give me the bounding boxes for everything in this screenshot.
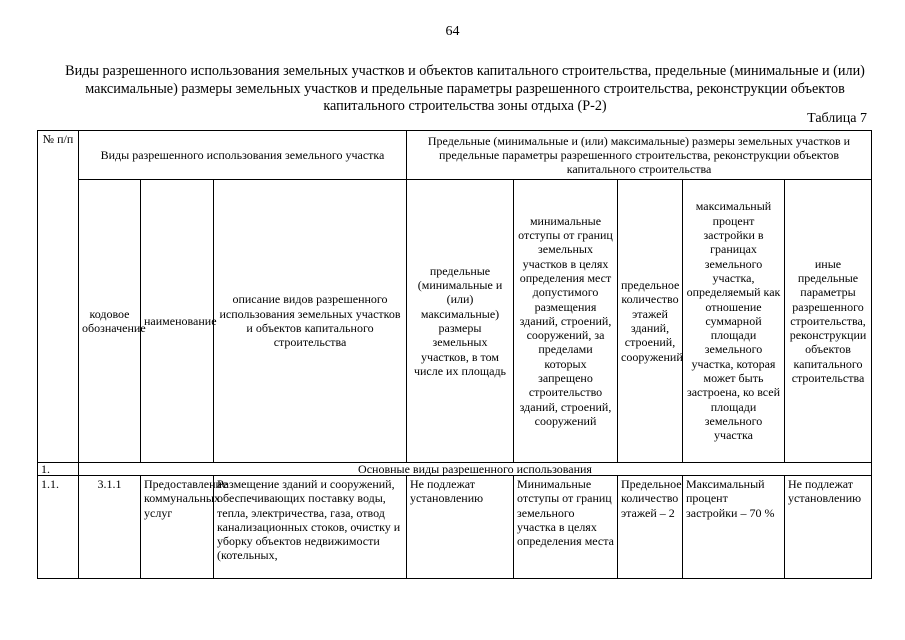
row-floors: Предельное количество этажей – 2 [618, 476, 683, 579]
row-name: Предоставление коммунальных услуг [141, 476, 214, 579]
table-label: Таблица 7 [807, 111, 867, 126]
section-num: 1. [38, 463, 79, 476]
section-row [38, 463, 872, 476]
header-setbacks: минимальные отступы от границ земельных участков в целях определения мест допустимого размещения зданий, строений, сооружений, за пределами которых запрещено строительство зданий, строений, сооружений [514, 180, 618, 463]
header-description: описание видов разрешенного использования земельных участков и объектов капитального строительства [214, 180, 407, 463]
header-floors: предельное количество этажей зданий, строений, сооружений [618, 180, 683, 463]
document-title: Виды разрешенного использования земельных участков и объектов капитального строительства, предельные (минимальные и (или) максимальные) размеры земельных участков и предельные параметры разрешенного строительства, реконструкции объектов капитального строительства зоны отдыха (Р-2) [65, 63, 865, 114]
zoning-table [37, 130, 872, 579]
header-plot-size: предельные (минимальные и (или) максимальные) размеры земельных участков, в том числе их площадь [407, 180, 514, 463]
header-limits-group: Предельные (минимальные и (или) максимальные) размеры земельных участков и предельные параметры разрешенного строительства, реконструкции объектов капитального строительства [407, 131, 872, 180]
table-row [38, 476, 872, 579]
row-plot-size: Не подлежат установлению [407, 476, 514, 579]
page-number: 64 [445, 24, 460, 39]
row-coverage: Максимальный процент застройки – 70 % [683, 476, 785, 579]
row-setbacks: Минимальные отступы от границ земельного участка в целях определения места [514, 476, 618, 579]
header-coverage: максимальный процент застройки в границах земельного участка, определяемый как отношение суммарной площади земельного участка, которая может быть застроена, ко всей площади земельного участка [683, 180, 785, 463]
header-other: иные предельные параметры разрешенного строительства, реконструкции объектов капитального строительства [785, 180, 872, 463]
header-code: кодовое обозначение [79, 180, 141, 463]
row-code: 3.1.1 [79, 476, 141, 579]
section-label: Основные виды разрешенного использования [79, 463, 872, 476]
row-num: 1.1. [38, 476, 79, 579]
header-name: наименование [141, 180, 214, 463]
row-other: Не подлежат установлению [785, 476, 872, 579]
row-description: Размещение зданий и сооружений, обеспечивающих поставку воды, тепла, электричества, газа, отвод канализационных стоков, очистку и уборку объектов недвижимости (котельных, [214, 476, 407, 579]
header-num: № п/п [38, 131, 79, 463]
header-types-group: Виды разрешенного использования земельного участка [79, 131, 407, 180]
